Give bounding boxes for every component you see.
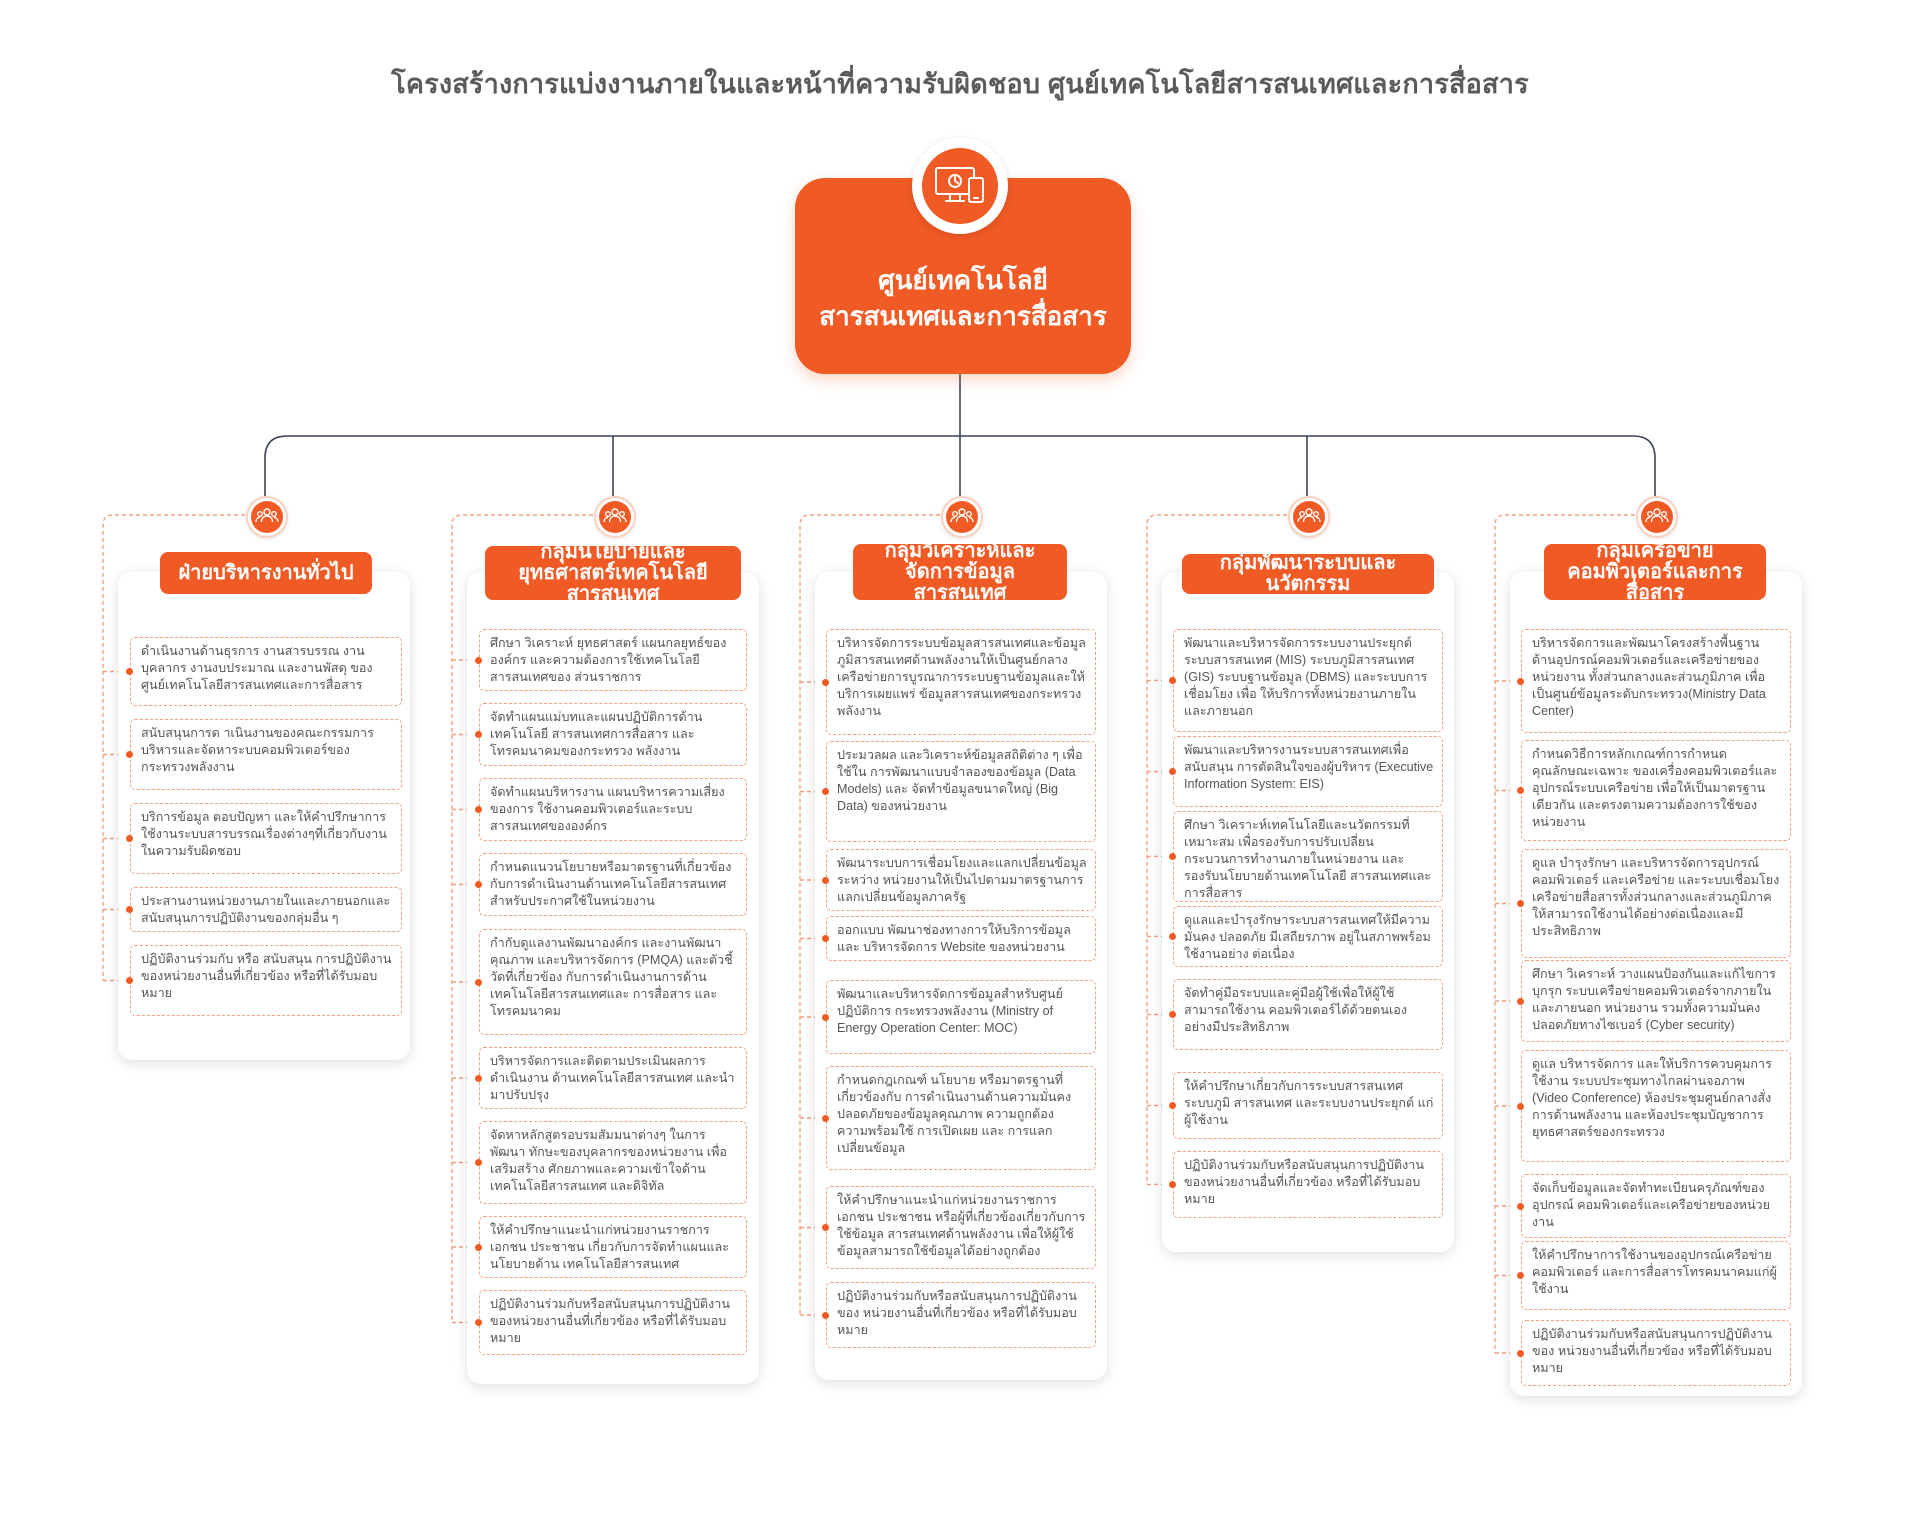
list-item: บริหารจัดการและพัฒนาโครงสร้างพื้นฐานด้านอุปกรณ์คอมพิวเตอร์และเครือข่ายของหน่วยงาน ทั้งส่วนกลางและส่วนภูมิภาค เพื่อเป็นศูนย์ข้อมูลระดับกระทรวง(Ministry Data Center) xyxy=(1521,629,1791,733)
list-item: จัดทำคู่มือระบบและคู่มือผู้ใช้เพื่อให้ผู้ใช้สามารถใช้งาน คอมพิวเตอร์ได้ด้วยตนเองอย่างมีประสิทธิภาพ xyxy=(1173,979,1443,1050)
bullet-dot xyxy=(1517,787,1524,794)
group-people-icon xyxy=(1288,496,1330,538)
bullet-dot xyxy=(822,935,829,942)
list-item: ดูแลและบำรุงรักษาระบบสารสนเทศให้มีความมั่นคง ปลอดภัย มีเสถียรภาพ อยู่ในสภาพพร้อมใช้งานอย่าง ต่อเนื่อง xyxy=(1173,906,1443,967)
root-title-line2: สารสนเทศและการสื่อสาร xyxy=(819,301,1107,331)
bullet-dot xyxy=(475,1075,482,1082)
list-item: จัดทำแผนบริหารงาน แผนบริหารความเสี่ยงของการ ใช้งานคอมพิวเตอร์และระบบสารสนเทศขององค์กร xyxy=(479,778,747,841)
column-title-text: กลุ่มนโยบายและยุทธศาสตร์เทคโนโลยีสารสนเทศ xyxy=(518,540,708,605)
column-title xyxy=(160,552,372,594)
bullet-dot xyxy=(126,906,133,913)
list-item: ออกแบบ พัฒนาช่องทางการให้บริการข้อมูล และ บริหารจัดการ Website ของหน่วยงาน xyxy=(826,916,1096,961)
bullet-dot xyxy=(822,1312,829,1319)
bullet-dot xyxy=(822,1115,829,1122)
group-people-icon xyxy=(1636,496,1678,538)
bullet-dot xyxy=(475,806,482,813)
bullet-dot xyxy=(1169,853,1176,860)
bullet-dot xyxy=(822,1224,829,1231)
list-item: ปฏิบัติงานร่วมกับหรือสนับสนุนการปฏิบัติงานของหน่วยงานอื่นที่เกี่ยวข้อง หรือที่ได้รับมอบหมาย xyxy=(1173,1151,1443,1218)
bullet-dot xyxy=(1169,677,1176,684)
list-item: ให้คำปรึกษาเกี่ยวกับการระบบสารสนเทศ ระบบภูมิ สารสนเทศ และระบบงานประยุกต์ แก่ผู้ใช้งาน xyxy=(1173,1072,1443,1139)
list-item: กำกับดูแลงานพัฒนาองค์กร และงานพัฒนาคุณภาพ และบริหารจัดการ (PMQA) และตัวชี้วัดที่เกี่ยวข้อง กับการดำเนินงานการด้านเทคโนโลยีสารสนเทศและ การสื่อสาร และโทรคมนาคม xyxy=(479,929,747,1035)
list-item: พัฒนาและบริหารจัดการระบบงานประยุกต์ ระบบสารสนเทศ (MIS) ระบบภูมิสารสนเทศ (GIS) ระบบฐานข้อมูล (DBMS) และระบบการเชื่อมโยง เพื่อ ให้บริการทั้งหน่วยงานภายในและภายนอก xyxy=(1173,629,1443,732)
column-title xyxy=(485,540,741,605)
list-item: ศึกษา วิเคราะห์ ยุทธศาสตร์ แผนกลยุทธ์ขององค์กร และความต้องการใช้เทคโนโลยีสารสนเทศของ ส่วนราชการ xyxy=(479,629,747,691)
bullet-dot xyxy=(475,979,482,986)
list-item: บริหารจัดการระบบข้อมูลสารสนเทศและข้อมูลภูมิสารสนเทศด้านพลังงานให้เป็นศูนย์กลางเครือข่ายการบูรณาการระบบฐานข้อมูลและให้บริการเผยแพร่ ข้อมูลสารสนเทศของกระทรวงพลังงาน xyxy=(826,629,1096,735)
list-item: บริหารจัดการและติดตามประเมินผลการดำเนินงาน ด้านเทคโนโลยีสารสนเทศ และนำมาปรับปรุง xyxy=(479,1047,747,1109)
bullet-dot xyxy=(1169,1011,1176,1018)
column-title-text: กลุ่มวิเคราะห์และจัดการข้อมูลสารสนเทศ xyxy=(884,539,1036,604)
bullet-dot xyxy=(475,731,482,738)
bullet-dot xyxy=(475,1159,482,1166)
bullet-dot xyxy=(822,788,829,795)
list-item: ปฏิบัติงานร่วมกับหรือสนับสนุนการปฏิบัติงานของ หน่วยงานอื่นที่เกี่ยวข้อง หรือที่ได้รับมอบหมาย xyxy=(826,1282,1096,1348)
list-item: ศึกษา วิเคราะห์ วางแผนป้องกันและแก้ไขการบุกรุก ระบบเครือข่ายคอมพิวเตอร์จากภายในและภายนอก หน่วยงาน รวมทั้งความมั่นคงปลอดภัยทางไซเบอร์ (Cyber security) xyxy=(1521,960,1791,1042)
list-item: พัฒนาและบริหารจัดการข้อมูลสำหรับศูนย์ปฏิบัติการ กระทรวงพลังงาน (Ministry of Energy Operation Center: MOC) xyxy=(826,980,1096,1054)
list-item: กำหนดวิธีการหลักเกณฑ์การกำหนดคุณลักษณะเฉพาะ ของเครื่องคอมพิวเตอร์และอุปกรณ์ระบบเครือข่าย เพื่อให้เป็นมาตรฐานเดียวกัน และตรงตามความต้องการใช้ของหน่วยงาน xyxy=(1521,740,1791,841)
column-title-text: กลุ่มเครือข่ายคอมพิวเตอร์และการสื่อสาร xyxy=(1567,539,1743,604)
list-item: ดำเนินงานด้านธุรการ งานสารบรรณ งานบุคลากร งานงบประมาณ และงานพัสดุ ของ ศูนย์เทคโนโลยีสารสนเทศและการสื่อสาร xyxy=(130,637,402,706)
list-item: จัดเก็บข้อมูลและจัดทำทะเบียนครุภัณฑ์ของอุปกรณ์ คอมพิวเตอร์และเครือข่ายของหน่วยงาน xyxy=(1521,1174,1791,1238)
root-title xyxy=(795,262,1131,334)
list-item: พัฒนาระบบการเชื่อมโยงและแลกเปลี่ยนข้อมูลระหว่าง หน่วยงานให้เป็นไปตามมาตรฐานการแลกเปลี่ยนข้อมูลภาครัฐ xyxy=(826,849,1096,911)
column-title-text: กลุ่มพัฒนาระบบและนวัตกรรม xyxy=(1219,552,1397,595)
bullet-dot xyxy=(126,835,133,842)
list-item: กำหนดแนวนโยบายหรือมาตรฐานที่เกี่ยวข้องกับการดำเนินงานด้านเทคโนโลยีสารสนเทศสำหรับประกาศใช้ในหน่วยงาน xyxy=(479,853,747,916)
bullet-dot xyxy=(1517,1103,1524,1110)
list-item: ดูแล บำรุงรักษา และบริหารจัดการอุปกรณ์คอมพิวเตอร์ และเครือข่าย และระบบเชื่อมโยงเครือข่ายสื่อสารทั้งส่วนกลางและส่วนภูมิภาค ให้สามารถใช้งานได้อย่างต่อเนื่องและมีประสิทธิภาพ xyxy=(1521,849,1791,958)
list-item: จัดทำแผนแม่บทและแผนปฏิบัติการด้านเทคโนโลยี สารสนเทศการสื่อสาร และโทรคมนาคมของกระทรวง พลังงาน xyxy=(479,703,747,766)
list-item: ปฏิบัติงานร่วมกับหรือสนับสนุนการปฏิบัติงานของหน่วยงานอื่นที่เกี่ยวข้อง หรือที่ได้รับมอบหมาย xyxy=(479,1290,747,1355)
list-item: ประสานงานหน่วยงานภายในและภายนอกและสนับสนุนการปฏิบัติงานของกลุ่มอื่น ๆ xyxy=(130,887,402,932)
group-people-icon xyxy=(594,496,636,538)
column-title xyxy=(1182,554,1434,594)
list-item: ประมวลผล และวิเคราะห์ข้อมูลสถิติต่าง ๆ เพื่อใช้ใน การพัฒนาแบบจำลองของข้อมูล (Data Models) และ จัดทำข้อมูลขนาดใหญ่ (Big Data) ของหน่วยงาน xyxy=(826,741,1096,842)
bullet-dot xyxy=(1517,678,1524,685)
bullet-dot xyxy=(1517,1203,1524,1210)
column-title-text: ฝ่ายบริหารงานทั่วไป xyxy=(178,561,354,584)
list-item: พัฒนาและบริหารงานระบบสารสนเทศเพื่อสนับสนุน การตัดสินใจของผู้บริหาร (Executive Information System: EIS) xyxy=(1173,736,1443,807)
bullet-dot xyxy=(1517,998,1524,1005)
list-item: ให้คำปรึกษาแนะนำแก่หน่วยงานราชการ เอกชน ประชาชน หรือผู้ที่เกี่ยวข้องเกี่ยวกับการใช้ข้อมูล สารสนเทศด้านพลังงาน เพื่อให้ผู้ใช้ข้อมูลสามารถใช้ข้อมูลได้อย่างถูกต้อง xyxy=(826,1186,1096,1269)
bullet-dot xyxy=(1169,1102,1176,1109)
list-item: ดูแล บริหารจัดการ และให้บริการควบคุมการใช้งาน ระบบประชุมทางไกลผ่านจอภาพ (Video Conference) ห้องประชุมศูนย์กลางสั่งการด้านพลังงาน และห้องประชุมบัญชาการยุทธศาสตร์ของกระทรวง xyxy=(1521,1050,1791,1162)
group-people-icon xyxy=(246,496,288,538)
bullet-dot xyxy=(1517,1272,1524,1279)
bullet-dot xyxy=(1169,933,1176,940)
bullet-dot xyxy=(126,751,133,758)
bullet-dot xyxy=(126,977,133,984)
computer-monitor-phone-icon xyxy=(912,138,1008,234)
bullet-dot xyxy=(1169,1181,1176,1188)
root-title-line1: ศูนย์เทคโนโลยี xyxy=(878,265,1048,295)
bullet-dot xyxy=(475,657,482,664)
bullet-dot xyxy=(475,1244,482,1251)
bullet-dot xyxy=(475,881,482,888)
column-title xyxy=(853,539,1067,604)
bullet-dot xyxy=(1517,1350,1524,1357)
list-item: กำหนดกฎเกณฑ์ นโยบาย หรือมาตรฐานที่เกี่ยวข้องกับ การดำเนินงานด้านความมั่นคงปลอดภัยของข้อมูลคุณภาพ ความถูกต้อง ความพร้อมใช้ การเปิดเผย และ การแลกเปลี่ยนข้อมูล xyxy=(826,1066,1096,1170)
bullet-dot xyxy=(1517,900,1524,907)
bullet-dot xyxy=(822,679,829,686)
list-item: ให้คำปรึกษาแนะนำแก่หน่วยงานราชการ เอกชน ประชาชน เกี่ยวกับการจัดทำแผนและนโยบายด้าน เทคโนโลยีสารสนเทศ xyxy=(479,1216,747,1278)
list-item: บริการข้อมูล ตอบปัญหา และให้คำปรึกษาการใช้งานระบบสารบรรณเรื่องต่างๆที่เกี่ยวกับงานในความรับผิดชอบ xyxy=(130,803,402,874)
list-item: สนับสนุนการด าเนินงานของคณะกรรมการบริหารและจัดหาระบบคอมพิวเตอร์ของกระทรวงพลังงาน xyxy=(130,719,402,790)
list-item: จัดหาหลักสูตรอบรมสัมมนาต่างๆ ในการพัฒนา ทักษะของบุคลากรของหน่วยงาน เพื่อเสริมสร้าง ศักยภาพและความเข้าใจด้านเทคโนโลยีสารสนเทศ และดิจิทัล xyxy=(479,1121,747,1204)
list-item: ปฏิบัติงานร่วมกับ หรือ สนับสนุน การปฏิบัติงานของหน่วยงานอื่นที่เกี่ยวข้อง หรือที่ได้รับมอบหมาย xyxy=(130,945,402,1016)
bullet-dot xyxy=(822,1014,829,1021)
column-title xyxy=(1544,539,1766,604)
bullet-dot xyxy=(822,877,829,884)
page-title: โครงสร้างการแบ่งงานภายในและหน้าที่ความรับผิดชอบ ศูนย์เทคโนโลยีสารสนเทศและการสื่อสาร xyxy=(391,69,1529,99)
bullet-dot xyxy=(1169,768,1176,775)
group-people-icon xyxy=(941,496,983,538)
bullet-dot xyxy=(475,1319,482,1326)
list-item: ปฏิบัติงานร่วมกับหรือสนับสนุนการปฏิบัติงานของ หน่วยงานอื่นที่เกี่ยวข้อง หรือที่ได้รับมอบหมาย xyxy=(1521,1320,1791,1386)
bullet-dot xyxy=(126,668,133,675)
list-item: ศึกษา วิเคราะห์เทคโนโลยีและนวัตกรรมที่เหมาะสม เพื่อรองรับการปรับเปลี่ยนกระบวนการทำงานภายในหน่วยงาน และรองรับนโยบายด้านเทคโนโลยี สารสนเทศและการสื่อสาร xyxy=(1173,811,1443,902)
list-item: ให้คำปรึกษาการใช้งานของอุปกรณ์เครือข่ายคอมพิวเตอร์ และการสื่อสารโทรคมนาคมแก่ผู้ใช้งาน xyxy=(1521,1241,1791,1310)
